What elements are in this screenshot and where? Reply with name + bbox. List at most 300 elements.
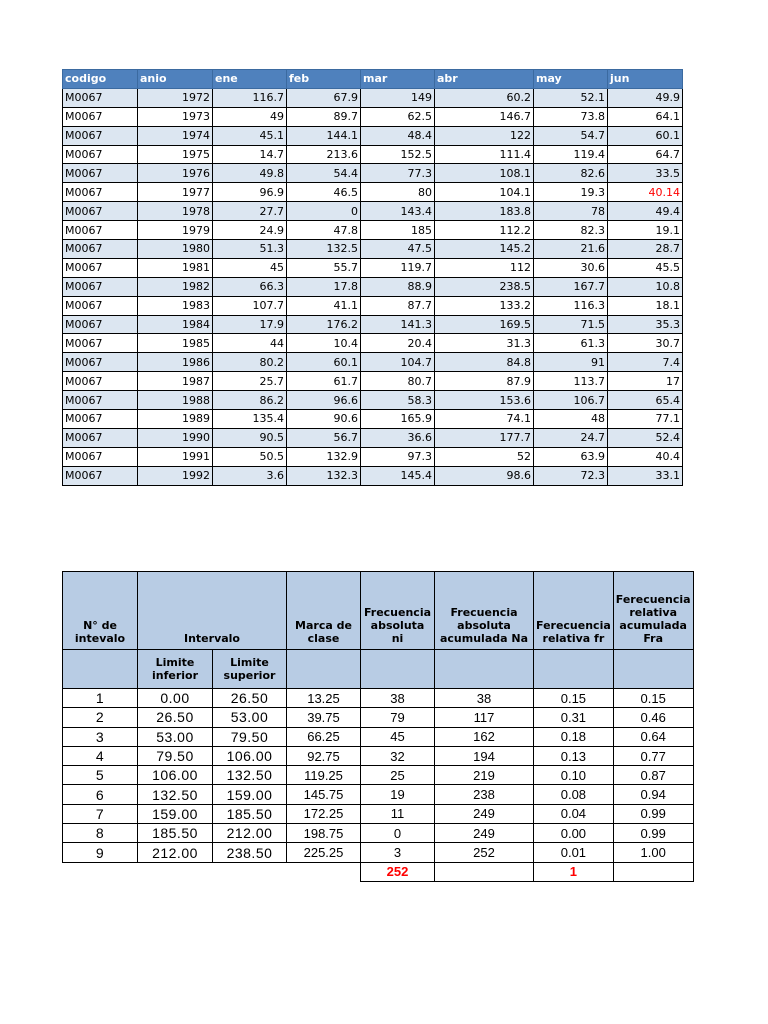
cell-anio: 1977 bbox=[138, 183, 213, 202]
cell-jun: 33.5 bbox=[608, 164, 683, 183]
cell-rel-freq: 0.01 bbox=[534, 843, 614, 862]
cell-codigo: M0067 bbox=[63, 372, 138, 391]
cell-interval-number: 2 bbox=[63, 708, 138, 727]
cell-feb: 132.3 bbox=[287, 466, 361, 485]
cell-anio: 1986 bbox=[138, 353, 213, 372]
cell-lower-limit: 159.00 bbox=[138, 804, 213, 823]
cell-rel-freq: 0.10 bbox=[534, 766, 614, 785]
cell-abr: 60.2 bbox=[435, 88, 534, 107]
cell-jun: 28.7 bbox=[608, 240, 683, 259]
cell-abr: 112.2 bbox=[435, 221, 534, 240]
cell-mar: 80 bbox=[361, 183, 435, 202]
cell-mar: 87.7 bbox=[361, 296, 435, 315]
cell-abr: 87.9 bbox=[435, 372, 534, 391]
header-lower-limit: Limite inferior bbox=[138, 650, 213, 689]
table-row bbox=[63, 824, 694, 843]
cell-abr: 133.2 bbox=[435, 296, 534, 315]
cell-jun: 45.5 bbox=[608, 258, 683, 277]
table-row bbox=[63, 107, 683, 126]
cell-jun: 49.4 bbox=[608, 202, 683, 221]
cell-may: 21.6 bbox=[534, 240, 608, 259]
cell-ene: 45.1 bbox=[213, 126, 287, 145]
cell-cum-abs-freq: 238 bbox=[435, 785, 534, 804]
table-row bbox=[63, 447, 683, 466]
cell-may: 48 bbox=[534, 410, 608, 429]
cell-cum-rel-freq: 0.46 bbox=[613, 708, 693, 727]
total-cum-empty bbox=[435, 862, 534, 881]
cell-codigo: M0067 bbox=[63, 240, 138, 259]
cell-class-mark: 145.75 bbox=[287, 785, 361, 804]
cell-abr: 145.2 bbox=[435, 240, 534, 259]
cell-ene: 80.2 bbox=[213, 353, 287, 372]
cell-abr: 111.4 bbox=[435, 145, 534, 164]
cell-jun: 64.1 bbox=[608, 107, 683, 126]
header-may: may bbox=[534, 70, 608, 89]
rainfall-table bbox=[62, 69, 683, 486]
cell-feb: 55.7 bbox=[287, 258, 361, 277]
table-row bbox=[63, 804, 694, 823]
cell-feb: 56.7 bbox=[287, 428, 361, 447]
cell-ene: 25.7 bbox=[213, 372, 287, 391]
cell-jun: 35.3 bbox=[608, 315, 683, 334]
header-mar: mar bbox=[361, 70, 435, 89]
cell-jun: 52.4 bbox=[608, 428, 683, 447]
cell-interval-number: 5 bbox=[63, 766, 138, 785]
cell-lower-limit: 0.00 bbox=[138, 689, 213, 708]
cell-upper-limit: 159.00 bbox=[213, 785, 287, 804]
cell-may: 24.7 bbox=[534, 428, 608, 447]
cell-mar: 141.3 bbox=[361, 315, 435, 334]
cell-may: 73.8 bbox=[534, 107, 608, 126]
table-row bbox=[63, 296, 683, 315]
cell-codigo: M0067 bbox=[63, 315, 138, 334]
cell-abr: 146.7 bbox=[435, 107, 534, 126]
cell-anio: 1988 bbox=[138, 391, 213, 410]
cell-mar: 143.4 bbox=[361, 202, 435, 221]
cell-abr: 238.5 bbox=[435, 277, 534, 296]
table-row bbox=[63, 145, 683, 164]
cell-upper-limit: 185.50 bbox=[213, 804, 287, 823]
cell-feb: 90.6 bbox=[287, 410, 361, 429]
header-rel-freq: Ferecuencia relativa fr bbox=[534, 572, 614, 650]
frequency-table bbox=[62, 571, 694, 882]
cell-cum-abs-freq: 194 bbox=[435, 746, 534, 765]
cell-lower-limit: 212.00 bbox=[138, 843, 213, 862]
cell-anio: 1979 bbox=[138, 221, 213, 240]
cell-class-mark: 172.25 bbox=[287, 804, 361, 823]
cell-may: 106.7 bbox=[534, 391, 608, 410]
cell-feb: 47.8 bbox=[287, 221, 361, 240]
cell-abs-freq: 0 bbox=[361, 824, 435, 843]
cell-may: 91 bbox=[534, 353, 608, 372]
cell-cum-rel-freq: 0.99 bbox=[613, 804, 693, 823]
table-row bbox=[63, 183, 683, 202]
cell-abr: 104.1 bbox=[435, 183, 534, 202]
cell-class-mark: 225.25 bbox=[287, 843, 361, 862]
cell-codigo: M0067 bbox=[63, 391, 138, 410]
total-abs-freq: 252 bbox=[361, 862, 435, 881]
cell-feb: 17.8 bbox=[287, 277, 361, 296]
cell-ene: 49.8 bbox=[213, 164, 287, 183]
cell-may: 71.5 bbox=[534, 315, 608, 334]
cell-lower-limit: 185.50 bbox=[138, 824, 213, 843]
cell-codigo: M0067 bbox=[63, 145, 138, 164]
table-row bbox=[63, 843, 694, 862]
cell-cum-rel-freq: 0.64 bbox=[613, 727, 693, 746]
table-row bbox=[63, 689, 694, 708]
cell-codigo: M0067 bbox=[63, 107, 138, 126]
totals-spacer bbox=[63, 862, 138, 881]
cell-ene: 90.5 bbox=[213, 428, 287, 447]
cell-ene: 14.7 bbox=[213, 145, 287, 164]
cell-codigo: M0067 bbox=[63, 466, 138, 485]
header-feb: feb bbox=[287, 70, 361, 89]
cell-codigo: M0067 bbox=[63, 88, 138, 107]
cell-feb: 54.4 bbox=[287, 164, 361, 183]
cell-feb: 60.1 bbox=[287, 353, 361, 372]
cell-jun: 18.1 bbox=[608, 296, 683, 315]
cell-ene: 96.9 bbox=[213, 183, 287, 202]
cell-may: 30.6 bbox=[534, 258, 608, 277]
cell-anio: 1989 bbox=[138, 410, 213, 429]
cell-ene: 3.6 bbox=[213, 466, 287, 485]
cell-cum-rel-freq: 1.00 bbox=[613, 843, 693, 862]
cell-abs-freq: 19 bbox=[361, 785, 435, 804]
cell-abr: 74.1 bbox=[435, 410, 534, 429]
cell-feb: 10.4 bbox=[287, 334, 361, 353]
cell-abr: 169.5 bbox=[435, 315, 534, 334]
cell-mar: 20.4 bbox=[361, 334, 435, 353]
cell-upper-limit: 53.00 bbox=[213, 708, 287, 727]
cell-interval-number: 9 bbox=[63, 843, 138, 862]
cell-class-mark: 13.25 bbox=[287, 689, 361, 708]
subheader-empty bbox=[435, 650, 534, 689]
cell-anio: 1980 bbox=[138, 240, 213, 259]
table-row bbox=[63, 277, 683, 296]
cell-abs-freq: 32 bbox=[361, 746, 435, 765]
table-row bbox=[63, 727, 694, 746]
table-row bbox=[63, 746, 694, 765]
cell-may: 119.4 bbox=[534, 145, 608, 164]
cell-interval-number: 8 bbox=[63, 824, 138, 843]
table-row bbox=[63, 315, 683, 334]
cell-anio: 1987 bbox=[138, 372, 213, 391]
cell-abr: 52 bbox=[435, 447, 534, 466]
cell-abr: 183.8 bbox=[435, 202, 534, 221]
cell-abs-freq: 38 bbox=[361, 689, 435, 708]
cell-cum-abs-freq: 219 bbox=[435, 766, 534, 785]
cell-ene: 24.9 bbox=[213, 221, 287, 240]
totals-spacer bbox=[213, 862, 287, 881]
cell-codigo: M0067 bbox=[63, 428, 138, 447]
cell-abr: 153.6 bbox=[435, 391, 534, 410]
cell-cum-abs-freq: 162 bbox=[435, 727, 534, 746]
cell-interval-number: 6 bbox=[63, 785, 138, 804]
cell-ene: 107.7 bbox=[213, 296, 287, 315]
cell-rel-freq: 0.04 bbox=[534, 804, 614, 823]
cell-mar: 77.3 bbox=[361, 164, 435, 183]
cell-abs-freq: 11 bbox=[361, 804, 435, 823]
table-row bbox=[63, 164, 683, 183]
cell-abs-freq: 45 bbox=[361, 727, 435, 746]
cell-upper-limit: 26.50 bbox=[213, 689, 287, 708]
cell-codigo: M0067 bbox=[63, 164, 138, 183]
table-row bbox=[63, 391, 683, 410]
table-row bbox=[63, 353, 683, 372]
cell-interval-number: 7 bbox=[63, 804, 138, 823]
cell-abs-freq: 79 bbox=[361, 708, 435, 727]
cell-jun: 7.4 bbox=[608, 353, 683, 372]
cell-ene: 17.9 bbox=[213, 315, 287, 334]
cell-codigo: M0067 bbox=[63, 126, 138, 145]
header-cum-rel-freq: Ferecuencia relativa acumulada Fra bbox=[613, 572, 693, 650]
cell-anio: 1991 bbox=[138, 447, 213, 466]
table-row bbox=[63, 240, 683, 259]
cell-class-mark: 119.25 bbox=[287, 766, 361, 785]
cell-feb: 41.1 bbox=[287, 296, 361, 315]
cell-rel-freq: 0.00 bbox=[534, 824, 614, 843]
cell-jun: 40.4 bbox=[608, 447, 683, 466]
cell-jun: 33.1 bbox=[608, 466, 683, 485]
cell-jun: 77.1 bbox=[608, 410, 683, 429]
cell-codigo: M0067 bbox=[63, 296, 138, 315]
cell-cum-abs-freq: 117 bbox=[435, 708, 534, 727]
cell-anio: 1973 bbox=[138, 107, 213, 126]
cell-class-mark: 198.75 bbox=[287, 824, 361, 843]
header-codigo: codigo bbox=[63, 70, 138, 89]
cell-ene: 49 bbox=[213, 107, 287, 126]
cell-feb: 132.5 bbox=[287, 240, 361, 259]
cell-ene: 66.3 bbox=[213, 277, 287, 296]
subheader-empty bbox=[63, 650, 138, 689]
cell-abr: 122 bbox=[435, 126, 534, 145]
frequency-subheader-row bbox=[63, 650, 694, 689]
cell-mar: 149 bbox=[361, 88, 435, 107]
cell-ene: 86.2 bbox=[213, 391, 287, 410]
cell-jun: 64.7 bbox=[608, 145, 683, 164]
table-row bbox=[63, 372, 683, 391]
table-row bbox=[63, 466, 683, 485]
cell-mar: 47.5 bbox=[361, 240, 435, 259]
table-row bbox=[63, 202, 683, 221]
subheader-empty bbox=[613, 650, 693, 689]
header-upper-limit: Limite superior bbox=[213, 650, 287, 689]
table-row bbox=[63, 221, 683, 240]
cell-may: 167.7 bbox=[534, 277, 608, 296]
cell-mar: 145.4 bbox=[361, 466, 435, 485]
cell-feb: 46.5 bbox=[287, 183, 361, 202]
table-row bbox=[63, 428, 683, 447]
cell-may: 72.3 bbox=[534, 466, 608, 485]
cell-upper-limit: 79.50 bbox=[213, 727, 287, 746]
table-row bbox=[63, 785, 694, 804]
cell-abr: 108.1 bbox=[435, 164, 534, 183]
cell-feb: 0 bbox=[287, 202, 361, 221]
cell-feb: 176.2 bbox=[287, 315, 361, 334]
cell-may: 19.3 bbox=[534, 183, 608, 202]
cell-may: 54.7 bbox=[534, 126, 608, 145]
cell-anio: 1978 bbox=[138, 202, 213, 221]
frequency-header-row bbox=[63, 572, 694, 650]
cell-lower-limit: 132.50 bbox=[138, 785, 213, 804]
cell-jun: 30.7 bbox=[608, 334, 683, 353]
subheader-empty bbox=[361, 650, 435, 689]
cell-upper-limit: 132.50 bbox=[213, 766, 287, 785]
cell-ene: 50.5 bbox=[213, 447, 287, 466]
cell-may: 61.3 bbox=[534, 334, 608, 353]
cell-interval-number: 4 bbox=[63, 746, 138, 765]
cell-ene: 51.3 bbox=[213, 240, 287, 259]
cell-anio: 1972 bbox=[138, 88, 213, 107]
cell-lower-limit: 53.00 bbox=[138, 727, 213, 746]
table-row bbox=[63, 708, 694, 727]
cell-anio: 1990 bbox=[138, 428, 213, 447]
cell-anio: 1992 bbox=[138, 466, 213, 485]
cell-cum-rel-freq: 0.15 bbox=[613, 689, 693, 708]
cell-cum-rel-freq: 0.94 bbox=[613, 785, 693, 804]
cell-class-mark: 66.25 bbox=[287, 727, 361, 746]
cell-feb: 61.7 bbox=[287, 372, 361, 391]
header-abr: abr bbox=[435, 70, 534, 89]
cell-codigo: M0067 bbox=[63, 202, 138, 221]
cell-ene: 135.4 bbox=[213, 410, 287, 429]
header-abs-freq: Frecuencia absoluta ni bbox=[361, 572, 435, 650]
cell-feb: 213.6 bbox=[287, 145, 361, 164]
table-row bbox=[63, 126, 683, 145]
cell-interval-number: 1 bbox=[63, 689, 138, 708]
cell-codigo: M0067 bbox=[63, 410, 138, 429]
cell-mar: 62.5 bbox=[361, 107, 435, 126]
table-row bbox=[63, 258, 683, 277]
cell-jun: 17 bbox=[608, 372, 683, 391]
cell-lower-limit: 79.50 bbox=[138, 746, 213, 765]
header-interval-number: N° de intevalo bbox=[63, 572, 138, 650]
cell-abs-freq: 25 bbox=[361, 766, 435, 785]
cell-class-mark: 39.75 bbox=[287, 708, 361, 727]
cell-abr: 177.7 bbox=[435, 428, 534, 447]
header-interval: Intervalo bbox=[138, 572, 287, 650]
cell-abs-freq: 3 bbox=[361, 843, 435, 862]
cell-jun: 60.1 bbox=[608, 126, 683, 145]
totals-spacer bbox=[138, 862, 213, 881]
header-cum-abs-freq: Frecuencia absoluta acumulada Na bbox=[435, 572, 534, 650]
cell-cum-abs-freq: 252 bbox=[435, 843, 534, 862]
cell-may: 52.1 bbox=[534, 88, 608, 107]
cell-rel-freq: 0.15 bbox=[534, 689, 614, 708]
total-rel-freq: 1 bbox=[534, 862, 614, 881]
cell-mar: 152.5 bbox=[361, 145, 435, 164]
cell-cum-rel-freq: 0.87 bbox=[613, 766, 693, 785]
cell-cum-rel-freq: 0.99 bbox=[613, 824, 693, 843]
cell-anio: 1983 bbox=[138, 296, 213, 315]
header-anio: anio bbox=[138, 70, 213, 89]
cell-cum-abs-freq: 249 bbox=[435, 824, 534, 843]
cell-class-mark: 92.75 bbox=[287, 746, 361, 765]
cell-mar: 48.4 bbox=[361, 126, 435, 145]
subheader-empty bbox=[287, 650, 361, 689]
cell-ene: 44 bbox=[213, 334, 287, 353]
cell-anio: 1984 bbox=[138, 315, 213, 334]
cell-upper-limit: 106.00 bbox=[213, 746, 287, 765]
cell-anio: 1974 bbox=[138, 126, 213, 145]
cell-mar: 58.3 bbox=[361, 391, 435, 410]
totals-spacer bbox=[287, 862, 361, 881]
cell-abr: 98.6 bbox=[435, 466, 534, 485]
header-ene: ene bbox=[213, 70, 287, 89]
header-jun: jun bbox=[608, 70, 683, 89]
cell-may: 116.3 bbox=[534, 296, 608, 315]
cell-jun: 65.4 bbox=[608, 391, 683, 410]
cell-feb: 132.9 bbox=[287, 447, 361, 466]
cell-codigo: M0067 bbox=[63, 221, 138, 240]
cell-may: 82.3 bbox=[534, 221, 608, 240]
cell-cum-rel-freq: 0.77 bbox=[613, 746, 693, 765]
cell-cum-abs-freq: 249 bbox=[435, 804, 534, 823]
cell-ene: 27.7 bbox=[213, 202, 287, 221]
cell-ene: 116.7 bbox=[213, 88, 287, 107]
cell-lower-limit: 106.00 bbox=[138, 766, 213, 785]
table-row bbox=[63, 410, 683, 429]
cell-codigo: M0067 bbox=[63, 183, 138, 202]
cell-upper-limit: 238.50 bbox=[213, 843, 287, 862]
cell-anio: 1975 bbox=[138, 145, 213, 164]
cell-jun: 49.9 bbox=[608, 88, 683, 107]
cell-mar: 185 bbox=[361, 221, 435, 240]
cell-jun: 40.14 bbox=[608, 183, 683, 202]
cell-rel-freq: 0.13 bbox=[534, 746, 614, 765]
totals-row bbox=[63, 862, 694, 881]
cell-may: 113.7 bbox=[534, 372, 608, 391]
cell-codigo: M0067 bbox=[63, 447, 138, 466]
cell-mar: 88.9 bbox=[361, 277, 435, 296]
cell-feb: 89.7 bbox=[287, 107, 361, 126]
cell-may: 82.6 bbox=[534, 164, 608, 183]
cell-mar: 36.6 bbox=[361, 428, 435, 447]
cell-jun: 19.1 bbox=[608, 221, 683, 240]
table-row bbox=[63, 766, 694, 785]
cell-lower-limit: 26.50 bbox=[138, 708, 213, 727]
cell-anio: 1985 bbox=[138, 334, 213, 353]
cell-codigo: M0067 bbox=[63, 277, 138, 296]
cell-may: 63.9 bbox=[534, 447, 608, 466]
cell-anio: 1981 bbox=[138, 258, 213, 277]
rainfall-header-row bbox=[63, 70, 683, 89]
table-row bbox=[63, 88, 683, 107]
subheader-empty bbox=[534, 650, 614, 689]
cell-rel-freq: 0.18 bbox=[534, 727, 614, 746]
cell-abr: 84.8 bbox=[435, 353, 534, 372]
cell-abr: 112 bbox=[435, 258, 534, 277]
cell-codigo: M0067 bbox=[63, 258, 138, 277]
cell-feb: 144.1 bbox=[287, 126, 361, 145]
cell-mar: 104.7 bbox=[361, 353, 435, 372]
cell-mar: 80.7 bbox=[361, 372, 435, 391]
cell-may: 78 bbox=[534, 202, 608, 221]
cell-feb: 67.9 bbox=[287, 88, 361, 107]
cell-abr: 31.3 bbox=[435, 334, 534, 353]
cell-codigo: M0067 bbox=[63, 334, 138, 353]
cell-mar: 97.3 bbox=[361, 447, 435, 466]
cell-mar: 165.9 bbox=[361, 410, 435, 429]
header-class-mark: Marca de clase bbox=[287, 572, 361, 650]
cell-cum-abs-freq: 38 bbox=[435, 689, 534, 708]
cell-interval-number: 3 bbox=[63, 727, 138, 746]
cell-anio: 1982 bbox=[138, 277, 213, 296]
cell-feb: 96.6 bbox=[287, 391, 361, 410]
total-cum-rel-empty bbox=[613, 862, 693, 881]
cell-ene: 45 bbox=[213, 258, 287, 277]
cell-rel-freq: 0.08 bbox=[534, 785, 614, 804]
